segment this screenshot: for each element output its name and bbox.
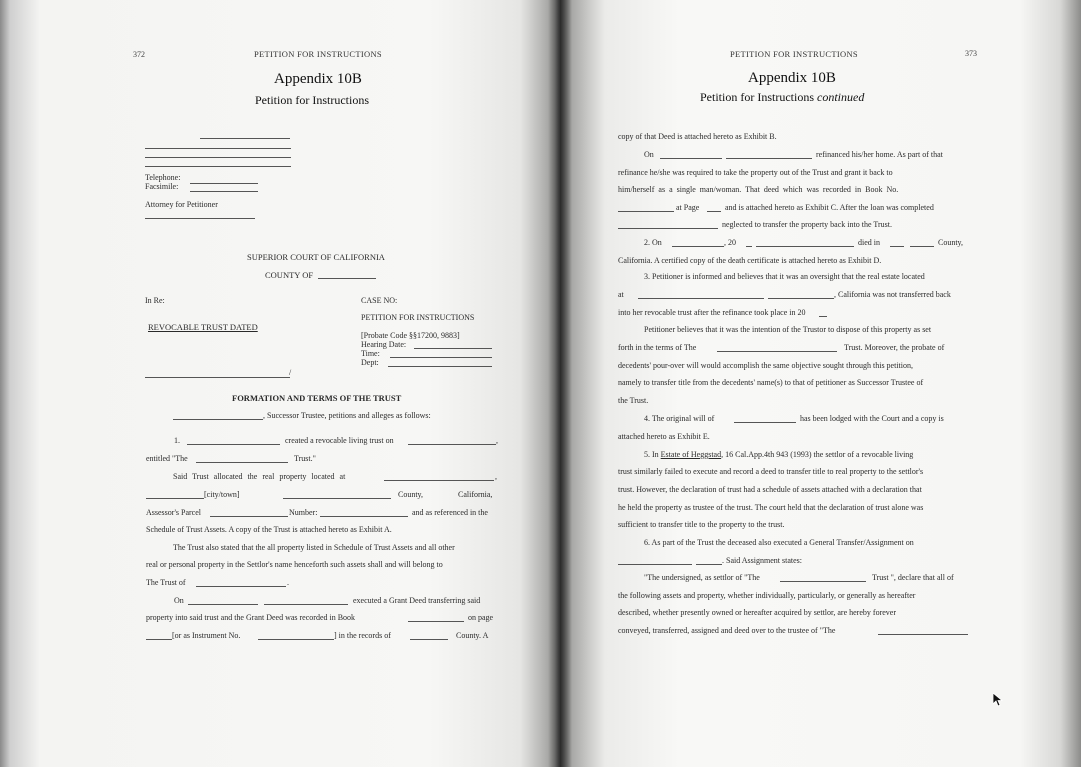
trust-moreover-text: Trust. Moreover, the probate of	[844, 343, 945, 352]
section-heading: FORMATION AND TERMS OF THE TRUST	[232, 393, 402, 403]
blank-line	[734, 422, 796, 423]
blank-line	[188, 604, 258, 605]
instrument-text: [or as Instrument No.	[172, 631, 241, 640]
himherself-text: him/herself as a single man/woman. That deed which was recorded in Book No.	[618, 185, 899, 194]
case-no-label: CASE NO:	[361, 296, 398, 305]
book-gutter	[548, 0, 572, 767]
blank-line	[408, 444, 496, 445]
petition-label: PETITION FOR INSTRUCTIONS	[361, 313, 475, 322]
para-4-text: 4. The original will of	[644, 414, 715, 423]
blank-line	[408, 621, 464, 622]
appendix-title: Appendix 10B	[274, 71, 362, 87]
successor-line: , Successor Trustee, petitions and alleges as follows:	[263, 411, 431, 420]
blank-line	[196, 586, 286, 587]
period: .	[287, 578, 289, 587]
blank-line	[320, 516, 408, 517]
county-label: COUNTY OF	[265, 270, 314, 280]
similarly-text: trust similarly failed to execute and record a deed to transfer title to real property to the settlor's	[618, 467, 924, 476]
blank-line	[618, 211, 674, 212]
para-2-start: 2. On	[644, 238, 662, 247]
exhibit-c-text: and is attached hereto as Exhibit C. After the loan was completed	[725, 203, 934, 212]
blank-line	[145, 166, 291, 167]
trust-of-text: The Trust of	[146, 578, 186, 587]
blank-line	[878, 634, 968, 635]
trust-also-text: The Trust also stated that the all property listed in Schedule of Trust Assets and all other	[173, 543, 455, 552]
para-1-comma: ,	[496, 436, 498, 445]
page-number: 372	[133, 50, 145, 59]
sufficient-text: sufficient to transfer title to the property to the trust.	[618, 520, 785, 529]
quote-line-4: conveyed, transferred, assigned and deed over to the trustee of "The	[618, 626, 836, 635]
he-held-text: he held the property as trustee of the trust. The court held that the declaration of trust alone was	[618, 503, 924, 512]
blank-line	[187, 444, 280, 445]
california-word: California,	[458, 490, 493, 499]
blank-line	[618, 564, 692, 565]
blank-line	[145, 218, 255, 219]
blank-line	[414, 348, 492, 349]
blank-line	[145, 377, 290, 378]
believes-text: Petitioner believes that it was the intention of the Trustor to dispose of this property as set	[644, 325, 932, 334]
comma: ,	[495, 472, 497, 481]
facsimile-label: Facsimile:	[145, 182, 179, 191]
case-citation: , 16 Cal.App.4th 943 (1993) the settlor of a revocable living	[721, 450, 914, 459]
hearing-date-label: Hearing Date:	[361, 340, 407, 349]
exhibit-e-text: attached hereto as Exhibit E.	[618, 432, 710, 441]
blank-line	[146, 639, 172, 640]
assessors-parcel: Assessor's Parcel	[146, 508, 201, 517]
blank-line	[145, 157, 291, 158]
blank-line	[717, 351, 837, 352]
into-her-text: into her revocable trust after the refinance took place in 20	[618, 308, 806, 317]
blank-line	[196, 462, 288, 463]
death-cert-text: California. A certified copy of the death certificate is attached hereto as Exhibit D.	[618, 256, 882, 265]
para-1-text: created a revocable living trust on	[285, 436, 394, 445]
blank-line	[707, 211, 721, 212]
on-page-text: on page	[468, 613, 494, 622]
at-page-text: at Page	[676, 203, 700, 212]
county-a-text: County. A	[456, 631, 489, 640]
in-records-text: ] in the records of	[334, 631, 391, 640]
executed-text: executed a Grant Deed transferring said	[353, 596, 481, 605]
blank-line	[768, 298, 834, 299]
at-word: at	[618, 290, 624, 299]
attorney-label: Attorney for Petitioner	[145, 200, 218, 209]
para-3-text: 3. Petitioner is informed and believes that it was an oversight that the real estate located	[644, 272, 925, 281]
blank-line	[410, 639, 448, 640]
blank-line	[660, 158, 722, 159]
blank-line	[618, 228, 718, 229]
property-into-text: property into said trust and the Grant Deed was recorded in Book	[146, 613, 356, 622]
said-assignment-text: . Said Assignment states:	[722, 556, 802, 565]
copy-deed-text: copy of that Deed is attached hereto as Exhibit B.	[618, 132, 777, 141]
blank-line	[210, 516, 288, 517]
blank-line	[390, 357, 492, 358]
refinance-text: refinance he/she was required to take the property out of the Trust and grant it back to	[618, 168, 893, 177]
blank-line	[726, 158, 812, 159]
on-word: On	[174, 596, 184, 605]
subtitle-main: Petition for Instructions	[700, 90, 814, 104]
quote-line-2: the following assets and property, whether individually, particularly, or generally as hereafter	[618, 591, 916, 600]
said-trust-text: Said Trust allocated the real property located at	[173, 472, 346, 481]
appendix-subtitle	[700, 90, 864, 105]
telephone-label: Telephone:	[145, 173, 181, 182]
blank-line	[746, 246, 752, 247]
california-not-text: , California was not transferred back	[834, 290, 951, 299]
blank-line	[910, 246, 934, 247]
real-or-text: real or personal property in the Settlor's name henceforth such assets shall and will belong to	[146, 560, 443, 569]
para-5-number: 5. In	[644, 450, 659, 459]
blank-line	[264, 604, 348, 605]
in-re-label: In Re:	[145, 296, 165, 305]
running-header: PETITION FOR INSTRUCTIONS	[730, 49, 858, 59]
case-name: Estate of Heggstad	[660, 450, 722, 459]
blank-line	[190, 191, 258, 192]
the-trust-text: the Trust.	[618, 396, 649, 405]
namely-text: namely to transfer title from the decedents' name(s) to that of petitioner as Successor Trustee of	[618, 378, 924, 387]
city-town: [city/town]	[204, 490, 240, 499]
blank-line	[780, 581, 866, 582]
neglected-text: neglected to transfer the property back into the Trust.	[722, 220, 892, 229]
blank-line	[145, 148, 291, 149]
slash: /	[289, 368, 292, 377]
schedule-text: Schedule of Trust Assets. A copy of the Trust is attached hereto as Exhibit A.	[146, 525, 392, 534]
probate-code: [Probate Code §§17200, 9883]	[361, 331, 460, 340]
para-1-number: 1.	[174, 436, 180, 445]
dept-label: Dept:	[361, 358, 379, 367]
blank-line	[190, 183, 258, 184]
blank-line	[146, 498, 204, 499]
para-5-text	[644, 450, 913, 459]
entitled-text: entitled "The	[146, 454, 188, 463]
mouse-pointer-icon	[993, 693, 1003, 707]
appendix-title: Appendix 10B	[748, 70, 836, 86]
blank-line	[173, 419, 263, 420]
on-word: On	[644, 150, 654, 159]
trust-dated: REVOCABLE TRUST DATED	[148, 322, 258, 332]
page-number: 373	[965, 49, 977, 58]
blank-line	[756, 246, 854, 247]
trust-quote: Trust."	[294, 454, 316, 463]
blank-line	[388, 366, 492, 367]
blank-line	[318, 278, 376, 279]
blank-line	[638, 298, 764, 299]
blank-line	[384, 480, 494, 481]
quote-line-3: described, whether presently owned or hereafter acquired by settlor, are hereby forever	[618, 608, 896, 617]
forth-text: forth in the terms of The	[618, 343, 697, 352]
blank-line	[819, 316, 827, 317]
blank-line	[890, 246, 904, 247]
appendix-subtitle: Petition for Instructions	[255, 93, 369, 107]
blank-line	[200, 138, 290, 139]
lodged-text: has been lodged with the Court and a copy is	[800, 414, 944, 423]
running-header: PETITION FOR INSTRUCTIONS	[254, 49, 382, 59]
number-label: Number:	[289, 508, 318, 517]
decedents-text: decedents' pour-over will would accomplish the same objective sought through this petition,	[618, 361, 913, 370]
blank-line	[696, 564, 722, 565]
however-text: trust. However, the declaration of trust had a schedule of assets attached with a declaration that	[618, 485, 922, 494]
died-in-text: died in	[858, 238, 880, 247]
quote-line-1b: Trust ", declare that all of	[872, 573, 954, 582]
referenced-text: and as referenced in the	[412, 508, 488, 517]
subtitle-continued: continued	[817, 90, 865, 104]
right-page	[560, 0, 1081, 767]
county-comma: County,	[938, 238, 964, 247]
court-name: SUPERIOR COURT OF CALIFORNIA	[247, 252, 385, 262]
twenty-text: , 20	[724, 238, 736, 247]
quote-line-1a: "The undersigned, as settlor of "The	[644, 573, 760, 582]
county-word: County,	[398, 490, 424, 499]
time-label: Time:	[361, 349, 380, 358]
blank-line	[672, 246, 724, 247]
para-6-text: 6. As part of the Trust the deceased also executed a General Transfer/Assignment on	[644, 538, 914, 547]
blank-line	[258, 639, 334, 640]
refinanced-text: refinanced his/her home. As part of that	[816, 150, 943, 159]
blank-line	[283, 498, 391, 499]
